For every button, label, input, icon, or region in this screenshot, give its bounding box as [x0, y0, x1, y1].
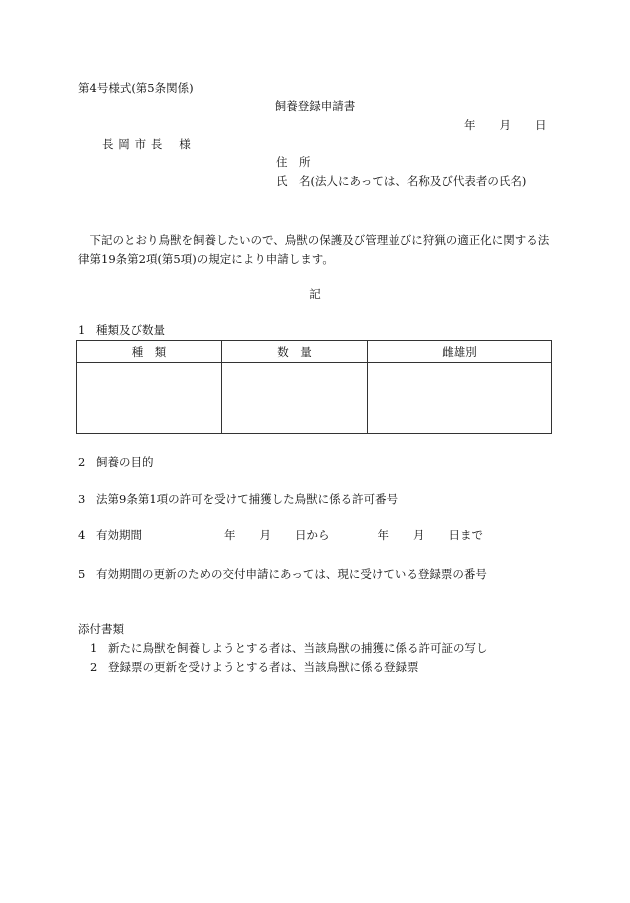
section-3-number: 3	[78, 492, 86, 506]
section-2-label: 飼養の目的	[96, 455, 154, 469]
species-cell[interactable]	[77, 363, 222, 434]
attachment-item	[90, 643, 488, 655]
valid-from-year: 年	[224, 528, 236, 542]
sex-cell[interactable]	[368, 363, 552, 434]
name-label: 氏 名(法人にあっては、名称及び代表者の氏名)	[276, 174, 527, 188]
section-4-label: 有効期間	[96, 528, 142, 542]
section-5-label: 有効期間の更新のための交付申請にあっては、現に受けている登録票の番号	[96, 567, 487, 581]
section-1-label: 種類及び数量	[96, 323, 165, 337]
section-3-label: 法第9条第1項の許可を受けて捕獲した鳥獣に係る許可番号	[96, 492, 399, 506]
valid-to-day: 日まで	[448, 528, 483, 542]
attachment-item	[90, 662, 419, 674]
attachments-heading: 添付書類	[78, 622, 124, 636]
table-row	[77, 363, 552, 434]
section-1	[78, 325, 165, 337]
attachment-1-number: 1	[90, 641, 98, 655]
ki-heading: 記	[309, 287, 321, 301]
document-title: 飼養登録申請書	[274, 99, 356, 113]
table-header-row	[77, 341, 552, 363]
attachment-2-text: 登録票の更新を受けようとする者は、当該鳥獣に係る登録票	[108, 660, 419, 674]
address-label: 住 所	[276, 155, 311, 169]
addressee: 長 岡 市 長 様	[102, 137, 192, 151]
application-statement-text: 下記のとおり鳥獣を飼養したいので、鳥獣の保護及び管理並びに狩猟の適正化に関する法律第19条第2項(第5項)の規定により申請します。	[78, 233, 550, 266]
valid-to-year: 年	[377, 528, 389, 542]
valid-from-month: 月	[259, 528, 271, 542]
valid-to-month: 月	[413, 528, 425, 542]
table-header-species: 種 類	[77, 341, 222, 363]
form-number: 第4号様式(第5条関係)	[78, 81, 194, 95]
date-day: 日	[535, 118, 547, 132]
quantity-cell[interactable]	[222, 363, 368, 434]
valid-from-day: 日から	[295, 528, 330, 542]
date-month: 月	[499, 118, 511, 132]
date-line	[464, 120, 547, 132]
section-4-number: 4	[78, 528, 86, 542]
section-4	[78, 530, 483, 542]
section-5-number: 5	[78, 567, 86, 581]
section-3	[78, 494, 398, 506]
section-2-number: 2	[78, 455, 86, 469]
application-statement	[78, 231, 553, 269]
date-year: 年	[464, 118, 476, 132]
attachment-1-text: 新たに鳥獣を飼養しようとする者は、当該鳥獣の捕獲に係る許可証の写し	[108, 641, 488, 655]
section-5	[78, 569, 487, 581]
section-1-number: 1	[78, 323, 86, 337]
section-2	[78, 457, 154, 469]
table-header-sex: 雌雄別	[368, 341, 552, 363]
table-header-quantity: 数 量	[222, 341, 368, 363]
species-quantity-table	[76, 340, 552, 434]
attachment-2-number: 2	[90, 660, 98, 674]
